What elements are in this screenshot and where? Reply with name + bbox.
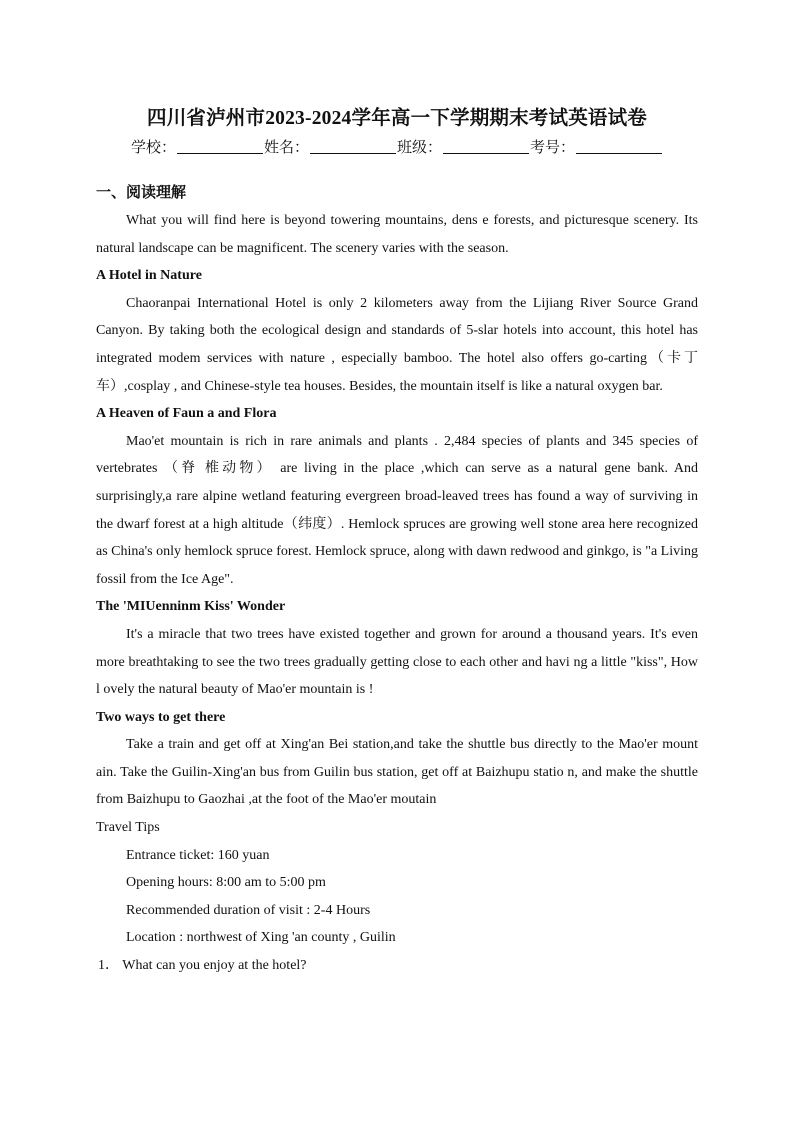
part1-paragraph: Chaoranpai International Hotel is only 2 kilometers away from the Lijiang River Source Grand Canyon. By taking both the ecological design and standards of 5-slar hotels into account, this hotel has integrated modem services with nature , especially bamboo. The hotel also offers go-carting（卡丁车）,cosplay , and Chinese-style tea houses. Besides, the mountain itself is like a natural oxygen bar. [96, 295, 698, 394]
travel-tips-title: Travel Tips [96, 820, 160, 836]
part4-paragraph: Take a train and get off at Xing'an Bei station,and take the shuttle bus directly to the Mao'er mount ain. Take the Guilin-Xing'an bus from Guilin bus station, get off at Baizhupu statio n, and make the shuttle from Baizhupu to Gaozhai ,at the foot of the Mao'er moutain [96, 737, 698, 808]
part4-heading: Two ways to get there [96, 709, 226, 725]
question-1: 1． What can you enjoy at the hotel? [98, 958, 307, 974]
part2-paragraph: Mao'et mountain is rich in rare animals and plants . 2,484 species of plants and 345 species of vertebrates （脊 椎动物） are living in the place ,which can serve as a natural gene bank. And surprisingly,a rare alpine wetland featuring evergreen broad-leaved trees has found a way of surviving in the dwarf forest at a high altitude（纬度）. Hemlock spruces are growing well stone area here recognized as China's only hemlock spruce forest. Hemlock spruce, along with dawn redwood and ginkgo, is "a Living fossil from the Ice Age". [96, 433, 698, 587]
exam-title: 四川省泸州市2023-2024学年高一下学期期末考试英语试卷 [147, 108, 647, 129]
travel-tip-ticket: Entrance ticket: 160 yuan [126, 847, 270, 863]
part2-heading: A Heaven of Faun a and Flora [96, 406, 277, 422]
school-blank[interactable] [177, 139, 263, 154]
part1-heading: A Hotel in Nature [96, 268, 202, 284]
part3-heading: The 'MIUenninm Kiss' Wonder [96, 599, 286, 615]
class-label: 班级： [397, 140, 443, 156]
student-info-line [0, 136, 794, 157]
school-label: 学校： [130, 140, 176, 156]
section-heading: 一、阅读理解 [96, 185, 187, 201]
travel-tip-duration: Recommended duration of visit : 2-4 Hours [126, 902, 371, 918]
name-label: 姓名： [263, 140, 309, 156]
travel-tip-location: Location : northwest of Xing 'an county , Guilin [126, 930, 396, 946]
reading-passage [96, 180, 698, 980]
class-blank[interactable] [443, 139, 529, 154]
exam-number-blank[interactable] [576, 139, 662, 154]
travel-tip-hours: Opening hours: 8:00 am to 5:00 pm [126, 875, 326, 891]
intro-paragraph: What you will find here is beyond towering mountains, dens e forests, and picturesque scenery. Its natural landscape can be magnificent. The scenery varies with the season. [96, 213, 698, 256]
part3-paragraph: It's a miracle that two trees have existed together and grown for around a thousand years. It's even more breathtaking to see the two trees gradually getting close to each other and havi ng a little "kiss", How l ovely the natural beauty of Mao'er mountain is ! [96, 626, 698, 698]
name-blank[interactable] [310, 139, 396, 154]
exam-number-label: 考号： [530, 140, 576, 156]
